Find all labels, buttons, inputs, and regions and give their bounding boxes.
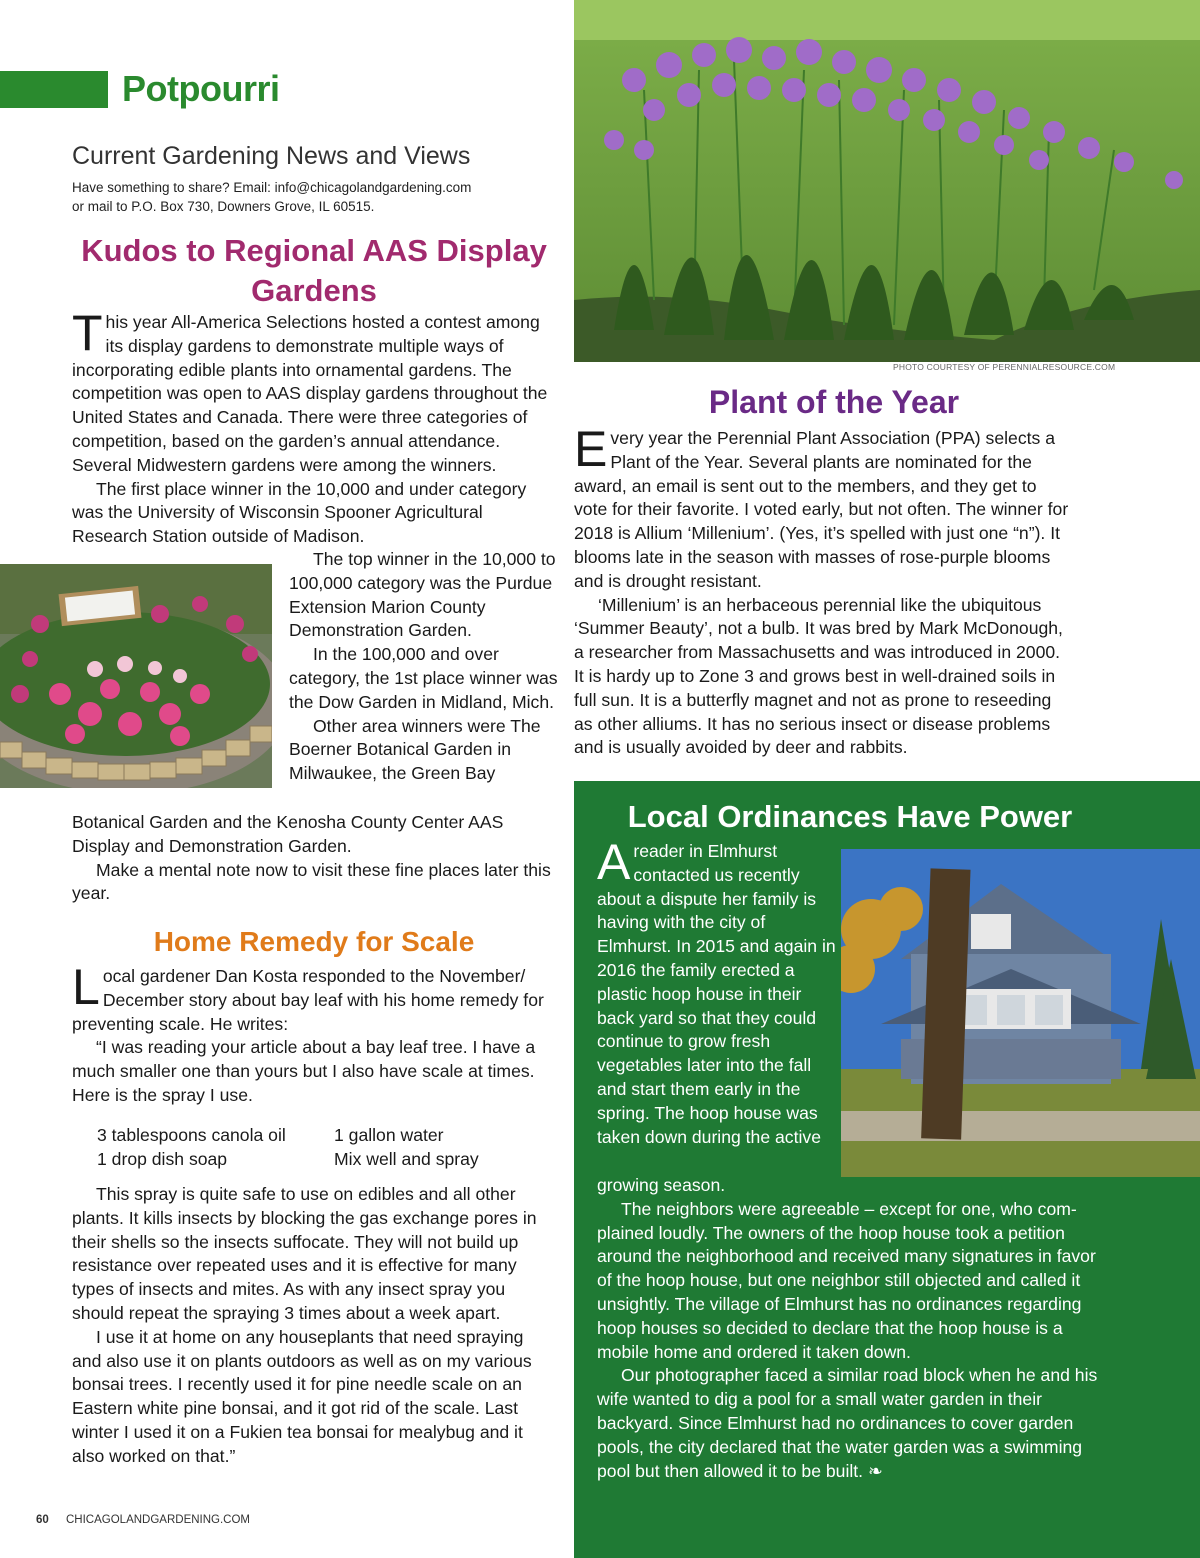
- share-line-email: Have something to share? Email: info@chicagolandgardening.com: [72, 180, 472, 195]
- scale-paragraph-4: I use it at home on any houseplants that need spraying and also use it on plants outdoors as well as on my various bonsai trees. I recently used it for pine needle scale on an Eastern white pine bonsai, and it got rid of the scale. Last winter I used it on a Fukien tea bonsai for mealybug and it also worked on that.”: [72, 1326, 532, 1466]
- ordinances-article-top: [597, 834, 837, 1149]
- allium-illustration: [574, 0, 1200, 362]
- scale-paragraph-2: “I was reading your article about a bay leaf tree. I have a much smaller one than yours but I also have scale at times. Here is the spray I use.: [72, 1037, 536, 1105]
- kudos-paragraph-1: This year All-America Selections hosted a contest among its display gardens to demonstrate multiple ways of incorporating edible plants into ornamental gardens. The competition was open to AAS display gardens throughout the United States and Canada. There were three categories of competition, based on the garden’s annual attendance. Several Midwestern gardens were among the winners.: [72, 305, 548, 475]
- footer-site: CHICAGOLANDGARDENING.COM: [66, 1514, 251, 1526]
- ordinances-headline: Local Ordinances Have Power: [627, 799, 1073, 834]
- share-line-mail: or mail to P.O. Box 730, Downers Grove, IL 60515.: [72, 199, 375, 214]
- page-footer: [36, 1514, 250, 1526]
- house-photo: [841, 849, 1200, 1177]
- ordinances-paragraph-1: Areader in Elmhurst contacted us recently about a dispute her family is having with the city of Elmhurst. In 2015 and again in 2016 the family erected a plastic hoop house in their back yard so that they could continue to grow fresh vegetables later into the fall and start them early in the spring. The hoop house was taken down during the active: [597, 834, 836, 1147]
- page-number: 60: [36, 1514, 49, 1526]
- scale-article-bottom: [72, 1183, 556, 1469]
- display-garden-illustration: [0, 564, 272, 788]
- recipe-row: [97, 1147, 537, 1171]
- display-garden-photo: [0, 564, 272, 788]
- ordinances-dropcap: A: [597, 834, 631, 890]
- house-illustration: [841, 849, 1200, 1177]
- recipe-item: Mix well and spray: [334, 1149, 479, 1169]
- kudos-paragraph-6: Make a mental note now to visit these fine places later this year.: [72, 859, 551, 904]
- section-tab-bar: [0, 71, 108, 108]
- ordinances-paragraph-1-end: growing season.: [597, 1175, 726, 1195]
- spray-recipe: [97, 1123, 537, 1171]
- ordinances-paragraph-3: Our photographer faced a similar road block when he and his wife wanted to dig a pool for a small water garden in their backyard. Since Elmhurst had no ordinances to cover garden pools, the city declared that the water garden was a swimming pool but then allowed it to be built. ❧: [597, 1365, 1098, 1481]
- poy-paragraph-2: ‘Millenium’ is an herbaceous perennial like the ubiquitous ‘Summer Beauty’, not a bulb. It was bred by Mark McDonough, a researcher from Massachusetts and was introduced in 2000. It is hardy up to Zone 3 and grows best in well-drained soils in full sun. It is a butterfly magnet and not as prone to reseeding as other alliums. It has no serious insect or disease problems and is usually avoided by deer and rabbits.: [574, 594, 1063, 758]
- photo-credit: PHOTO COURTESY OF PERENNIALRESOURCE.COM: [893, 362, 1116, 372]
- kudos-article-bottom: [72, 811, 562, 906]
- plant-of-year-headline: Plant of the Year: [708, 384, 960, 420]
- kudos-article-side: [289, 548, 559, 786]
- plant-of-year-article: [574, 421, 1070, 760]
- kudos-paragraph-3: The top winner in the 10,000 to 100,000 category was the Purdue Extension Marion County Demonstration Garden.: [289, 549, 556, 641]
- kudos-paragraph-4: In the 100,000 and over category, the 1st place winner was the Dow Garden in Midland, Mich.: [289, 644, 558, 712]
- allium-photo: [574, 0, 1200, 362]
- recipe-item: 3 tablespoons canola oil: [97, 1125, 286, 1145]
- ordinances-article-bottom: [597, 1174, 1107, 1483]
- scale-dropcap: L: [72, 959, 100, 1015]
- recipe-row: [97, 1123, 537, 1147]
- kudos-article-top: [72, 305, 556, 549]
- recipe-item: 1 gallon water: [334, 1125, 444, 1145]
- section-label: Potpourri: [122, 68, 280, 109]
- poy-dropcap: E: [574, 421, 608, 477]
- end-mark-icon: ❧: [867, 1460, 883, 1481]
- kudos-paragraph-5a: Other area winners were The Boerner Botanical Garden in Milwaukee, the Green Bay: [289, 715, 541, 784]
- scale-headline: Home Remedy for Scale: [153, 926, 475, 957]
- share-info: [72, 178, 471, 216]
- scale-article-top: [72, 959, 556, 1108]
- kudos-paragraph-5b: Botanical Garden and the Kenosha County Center AAS Display and Demonstration Garden.: [72, 812, 504, 856]
- scale-paragraph-3: This spray is quite safe to use on edibles and all other plants. It kills insects by blocking the gas exchange pores in their shells so the insects suffocate. They will not build up resistance over repeated uses and it is effective for many types of insects and mites. As with any insect spray you should repeat the spraying 3 times about a week apart.: [72, 1184, 537, 1323]
- recipe-item: 1 drop dish soap: [97, 1149, 228, 1169]
- scale-paragraph-1: Local gardener Dan Kosta responded to the November/ December story about bay leaf with his home remedy for preventing scale. He writes:: [72, 959, 544, 1034]
- ordinances-paragraph-2: The neighbors were agreeable – except for one, who com-plained loudly. The owners of the hoop house took a petition around the neighborhood and received many signatures in favor of the hoop house, but one neighbor still objected and called it unsightly. The village of Elmhurst has no ordinances regarding hoop houses so decided to declare that the hoop house is a mobile home and ordered it taken down.: [597, 1198, 1096, 1362]
- kudos-dropcap: T: [72, 305, 103, 361]
- poy-paragraph-1: Every year the Perennial Plant Association (PPA) selects a Plant of the Year. Several plants are nominated for the award, an email is sent out to the members, and they get to vote for their favorite. I voted early, but not often. The winner for 2018 is Allium ‘Millenium’. (Yes, it’s spelled with just one “n”). It blooms late in the season with masses of rose-purple blooms and is drought resistant.: [574, 421, 1069, 591]
- kudos-headline: Kudos to Regional AAS Display Gardens: [81, 233, 547, 308]
- news-title: Current Gardening News and Views: [72, 142, 471, 170]
- kudos-paragraph-2: The first place winner in the 10,000 and under category was the University of Wisconsin Spooner Agricultural Research Station outside of Madison.: [72, 478, 527, 547]
